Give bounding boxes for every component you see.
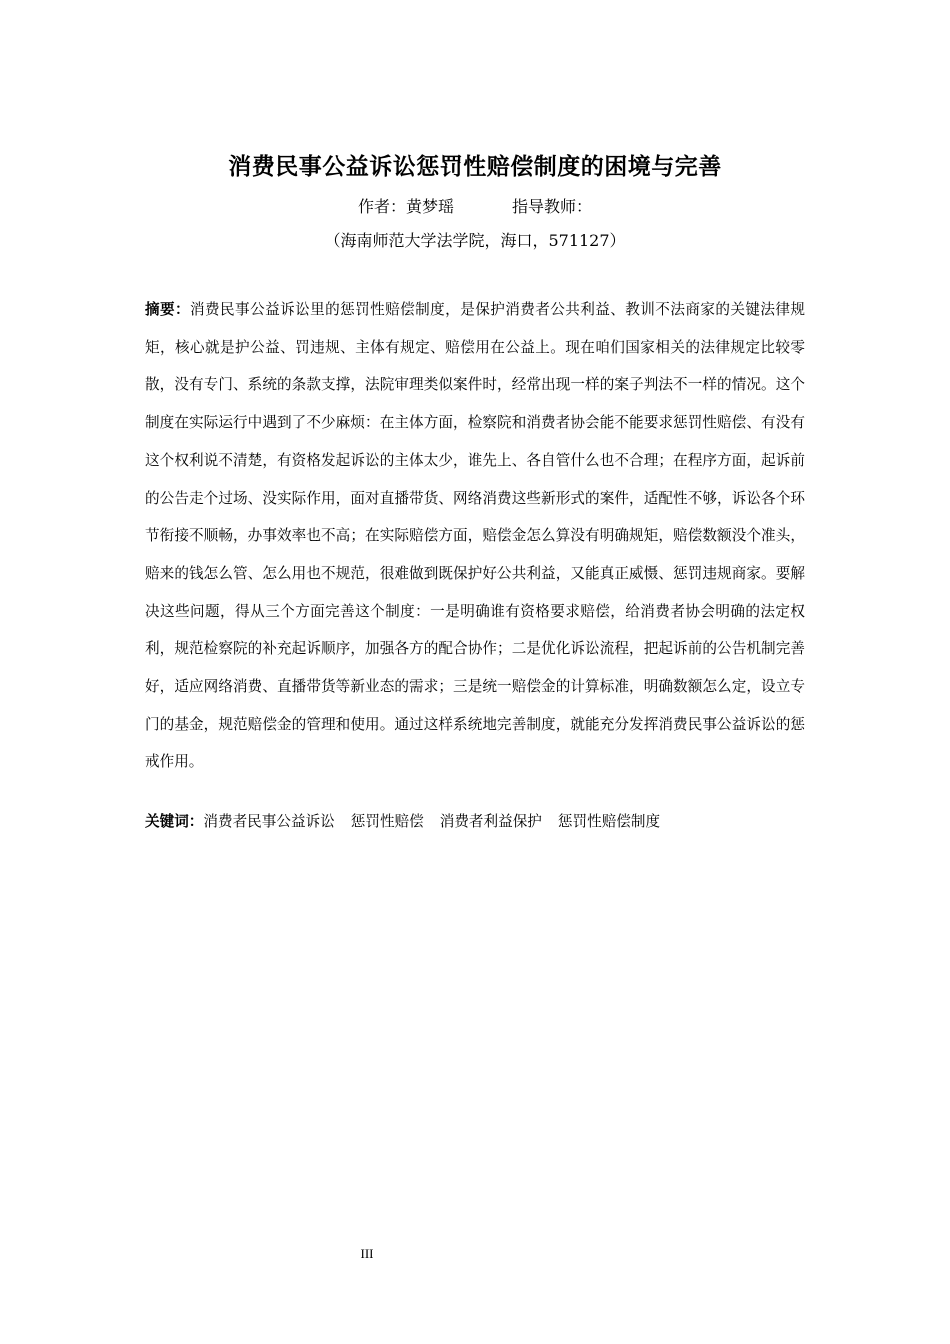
author-label: 作者：黄梦瑶 (357, 197, 454, 216)
keyword-item: 消费者利益保护 (439, 813, 542, 830)
abstract-paragraph (145, 291, 805, 781)
keyword-item: 惩罚性赔偿 (350, 813, 424, 830)
keyword-item: 消费者民事公益诉讼 (203, 813, 335, 830)
author-line (0, 194, 950, 217)
advisor-label: 指导教师： (512, 197, 593, 216)
keywords-label: 关键词： (145, 813, 204, 830)
abstract-label: 摘要： (145, 301, 191, 318)
paper-title: 消费民事公益诉讼惩罚性赔偿制度的困境与完善 (228, 154, 722, 180)
keywords-line (145, 811, 825, 833)
affiliation: （海南师范大学法学院，海口，571127） (324, 231, 626, 250)
keyword-item: 惩罚性赔偿制度 (557, 813, 661, 830)
abstract-text: 消费民事公益诉讼里的惩罚性赔偿制度，是保护消费者公共利益、教训不法商家的关键法律规矩，核心就是护公益、罚违规、主体有规定、赔偿用在公益上。现在咱们国家相关的法律规定比较零散，没有专门、系统的条款支撑，法院审理类似案件时，经常出现一样的案子判法不一样的情况。这个制度在实际运行中遇到了不少麻烦：在主体方面，检察院和消费者协会能不能要求惩罚性赔偿、有没有这个权利说不清楚，有资格发起诉讼的主体太少，谁先上、各自管什么也不合理；在程序方面，起诉前的公告走个过场、没实际作用，面对直播带货、网络消费这些新形式的案件，适配性不够，诉讼各个环节衔接不顺畅，办事效率也不高；在实际赔偿方面，赔偿金怎么算没有明确规矩，赔偿数额没个准头，赔来的钱怎么管、怎么用也不规范，很难做到既保护好公共利益，又能真正威慑、惩罚违规商家。要解决这些问题，得从三个方面完善这个制度：一是明确谁有资格要求赔偿，给消费者协会明确的法定权利，规范检察院的补充起诉顺序，加强各方的配合协作；二是优化诉讼流程，把起诉前的公告机制完善好，适应网络消费、直播带货等新业态的需求；三是统一赔偿金的计算标准，明确数额怎么定，设立专门的基金，规范赔偿金的管理和使用。通过这样系统地完善制度，就能充分发挥消费民事公益诉讼的惩戒作用。 (145, 301, 805, 771)
page-number: III (360, 1246, 374, 1261)
